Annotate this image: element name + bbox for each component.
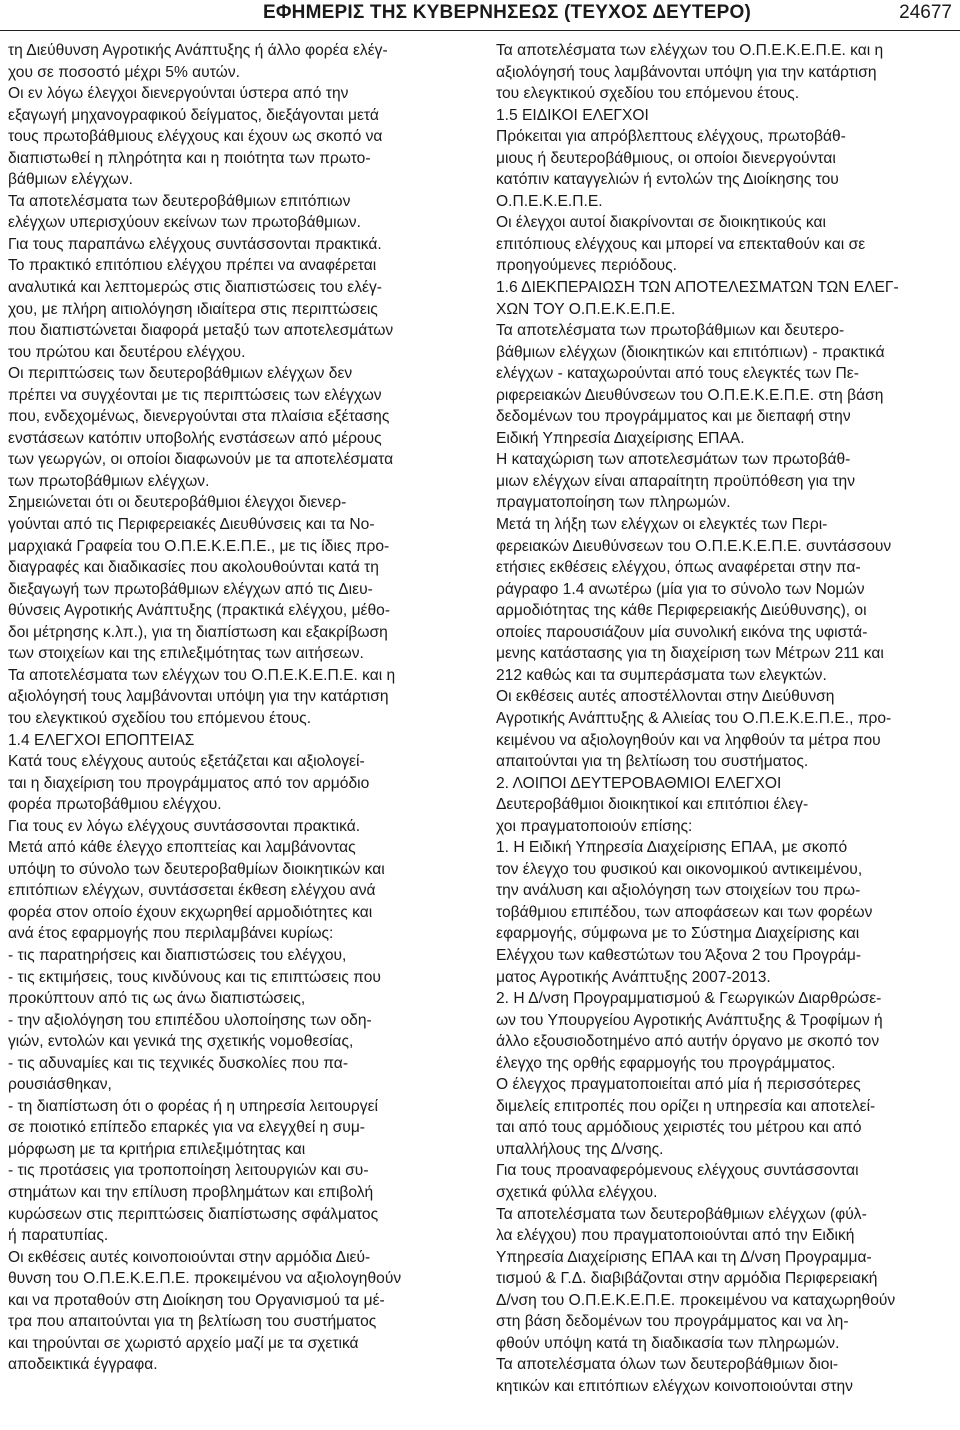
gazette-title: ΕΦΗΜΕΡΙΣ ΤΗΣ ΚΥΒΕΡΝΗΣΕΩΣ (ΤΕΥΧΟΣ ΔΕΥΤΕΡΟ) <box>263 2 751 23</box>
paragraph: Τα αποτελέσματα των πρωτοβάθμιων και δευτερο- βάθμιων ελέγχων (διοικητικών και επιτόπιων) - πρακτικά ελέγχων - καταχωρούνται από τους ελεγκτές των Πε- ριφερειακών Διευθύνσεων του Ο.Π.Ε.Κ.Ε.Π.Ε. στη βάση δεδομένων του προγράμματος και με διεπαφή στην Ειδική Υπηρεσία Διαχείρισης ΕΠΑΑ. <box>496 322 885 447</box>
paragraph: Οι εκθέσεις αυτές αποστέλλονται στην Διεύθυνση Αγροτικής Ανάπτυξης & Αλιείας του Ο.Π.Ε.Κ.Ε.Π.Ε., προ- κειμένου να αξιολογηθούν και να ληφθούν τα μέτρα που απαιτούνται για τη βελτίωση του συστήματος. <box>496 688 892 771</box>
paragraph: 1. Η Ειδική Υπηρεσία Διαχείρισης ΕΠΑΑ, με σκοπό τον έλεγχο του φυσικού και οικονομικού αντικειμένου, την ανάλυση και αξιολόγηση των στοιχείων του πρω- τοβάθμιου επιπέδου, των αποφάσεων και των φορέων εφαρμογής, σύμφωνα με το Σύστημα Διαχείρισης και Ελέγχου των καθεστώτων του Άξονα 2 του Προγράμ- ματος Αγροτικής Ανάπτυξης 2007-2013. <box>496 839 873 986</box>
paragraph: Τα αποτελέσματα των ελέγχων του Ο.Π.Ε.Κ.Ε.Π.Ε. και η αξιολόγησή τους λαμβάνονται υπόψη για την κατάρτιση του ελεγκτικού σχεδίου του επόμενου έτους. <box>8 666 396 727</box>
paragraph: Πρόκειται για απρόβλεπτους ελέγχους, πρωτοβάθ- μιους ή δευτεροβάθμιους, οι οποίοι διενεργούνται κατόπιν καταγγελιών ή εντολών της Διοίκησης του Ο.Π.Ε.Κ.Ε.Π.Ε. <box>496 128 846 210</box>
section-heading: 1.5 ΕΙΔΙΚΟΙ ΕΛΕΓΧΟΙ <box>496 106 649 124</box>
section-heading: 1.6 ΔΙΕΚΠΕΡΑΙΩΣΗ ΤΩΝ ΑΠΟΤΕΛΕΣΜΑΤΩΝ ΤΩΝ ΕΛΕΓ- ΧΩΝ ΤΟΥ Ο.Π.Ε.Κ.Ε.Π.Ε. <box>496 279 899 318</box>
list-item: - τις εκτιμήσεις, τους κινδύνους και τις επιπτώσεις που προκύπτουν από τις ως άνω διαπιστώσεις, <box>8 968 381 1008</box>
paragraph: Τα αποτελέσματα των ελέγχων του Ο.Π.Ε.Κ.Ε.Π.Ε. και η αξιολόγησή τους λαμβάνονται υπόψη για την κατάρτιση του ελεγκτικού σχεδίου του επόμενου έτους. <box>496 42 884 103</box>
paragraph: Τα αποτελέσματα όλων των δευτεροβάθμιων διοι- κητικών και επιτόπιων ελέγχων κοινοποιούνται στην <box>496 1356 853 1395</box>
list-item: - τις αδυναμίες και τις τεχνικές δυσκολίες που πα- ρουσιάσθηκαν, <box>8 1054 349 1094</box>
left-column <box>8 40 466 1376</box>
paragraph: Οι εκθέσεις αυτές κοινοποιούνται στην αρμόδια Διεύ- θυνση του Ο.Π.Ε.Κ.Ε.Π.Ε. προκειμένου να αξιολογηθούν και να προταθούν στη Διοίκηση του Οργανισμού τα μέ- τρα που απαιτούνται για τη βελτίωση του συστήματος και τηρούνται σε χωριστό αρχείο μαζί με τα σχετικά αποδεικτικά έγγραφα. <box>8 1248 402 1374</box>
paragraph: Η καταχώριση των αποτελεσμάτων των πρωτοβάθ- μιων ελέγχων είναι απαραίτητη προϋπόθεση για την πραγματοποίηση των πληρωμών. <box>496 451 856 512</box>
paragraph: Μετά τη λήξη των ελέγχων οι ελεγκτές των Περι- φερειακών Διευθύνσεων του Ο.Π.Ε.Κ.Ε.Π.Ε. συντάσσουν ετήσιες εκθέσεις ελέγχου, όπως αναφέρεται στην πα- ράγραφο 1.4 ανωτέρω (μία για το σύνολο των Νομών αρμοδιότητας της κάθε Περιφερειακής Διεύθυνσης), οι οποίες παρουσιάζουν μία συνολική εικόνα της υφιστά- μενης κατάστασης για τη διαχείριση των Μέτρων 211 και 212 καθώς και τα συμπεράσματα των ελεγκτών. <box>496 516 892 684</box>
paragraph: Σημειώνεται ότι οι δευτεροβάθμιοι έλεγχοι διενερ- γούνται από τις Περιφερειακές Διευθύνσεις και τα Νο- μαρχιακά Γραφεία του Ο.Π.Ε.Κ.Ε.Π.Ε., με τις ίδιες προ- διαγραφές και διαδικασίες που ακολουθούνται κατά τη διεξαγωγή των πρωτοβάθμιων ελέγχων από τις Διευ- θύνσεις Αγροτικής Ανάπτυξης (πρακτικά ελέγχου, μέθο- δοι μέτρησης κ.λπ.), για τη διαπίστωση και εξακρίβωση των στοιχείων και της επιλεξιμότητας των αιτήσεων. <box>8 494 391 663</box>
list-item: - την αξιολόγηση του επιπέδου υλοποίησης των οδη- γιών, εντολών και γενικά της σχετικής νομοθεσίας, <box>8 1011 372 1051</box>
header-divider <box>0 30 960 31</box>
list-item: - τις παρατηρήσεις και διαπιστώσεις του ελέγχου, <box>8 946 347 964</box>
list-item: - τις προτάσεις για τροποποίηση λειτουργιών και συ- στημάτων και την επίλυση προβλημάτων και επιβολή κυρώσεων στις περιπτώσεις διαπίστωσης σφάλματος ή παρατυπίας. <box>8 1162 379 1245</box>
page-header <box>0 0 960 36</box>
paragraph: Μετά από κάθε έλεγχο εποπτείας και λαμβάνοντας υπόψη το σύνολο των δευτεροβαθμίων διοικητικών και επιτόπιων ελέγχων, συντάσσεται έκθεση ελέγχου ανά φορέα στον οποίο έχουν εκχωρηθεί αρμοδιότητες και ανά έτος εφαρμογής που περιλαμβάνει κυρίως: <box>8 839 385 943</box>
paragraph: 2. Η Δ/νση Προγραμματισμού & Γεωργικών Διαρθρώσε- ων του Υπουργείου Αγροτικής Ανάπτυξης & Τροφίμων ή άλλο εξουσιοδοτημένο από αυτήν όργανο με σκοπό τον έλεγχο της ορθής εφαρμογής του προγράμματος. <box>496 990 883 1072</box>
paragraph: Τα αποτελέσματα των δευτεροβάθμιων ελέγχων (φύλ- λα ελέγχου) που πραγματοποιούνται από την Ειδική Υπηρεσία Διαχείρισης ΕΠΑΑ και τη Δ/νση Προγραμμα- τισμού & Γ.Δ. διαβιβάζονται στην αρμόδια Περιφερειακή Δ/νση του Ο.Π.Ε.Κ.Ε.Π.Ε. προκειμένου να καταχωρηθούν στη βάση δεδομένων του προγράμματος και να λη- φθούν υπόψη κατά τη διαδικασία των πληρωμών. <box>496 1205 896 1352</box>
paragraph: Για τους παραπάνω ελέγχους συντάσσονται πρακτικά. Το πρακτικό επιτόπιου ελέγχου πρέπει να αναφέρεται αναλυτικά και λεπτομερώς στις διαπιστώσεις του ελέγ- χου, με πλήρη αιτιολόγηση ιδιαίτερα στις περιπτώσεις που διαπιστώνεται διαφορά μεταξύ των αποτελεσμάτων του πρώτου και δευτέρου ελέγχου. <box>8 235 394 361</box>
paragraph: Δευτεροβάθμιοι διοικητικοί και επιτόπιοι έλεγ- χοι πραγματοποιούν επίσης: <box>496 796 809 835</box>
section-heading: 2. ΛΟΙΠΟΙ ΔΕΥΤΕΡΟΒΑΘΜΙΟΙ ΕΛΕΓΧΟΙ <box>496 774 782 792</box>
paragraph: τη Διεύθυνση Αγροτικής Ανάπτυξης ή άλλο φορέα ελέγ- χου σε ποσοστό μέχρι 5% αυτών. <box>8 42 388 81</box>
paragraph: Οι έλεγχοι αυτοί διακρίνονται σε διοικητικούς και επιτόπιους ελέγχους και μπορεί να επεκταθούν και σε προηγούμενες περιόδους. <box>496 214 866 275</box>
list-item: - τη διαπίστωση ότι ο φορέας ή η υπηρεσία λειτουργεί σε ποιοτικό επίπεδο επαρκές για να ελεγχθεί η συμ- μόρφωση με τα κριτήρια επιλεξιμότητας και <box>8 1097 378 1158</box>
paragraph: Τα αποτελέσματα των δευτεροβάθμιων επιτόπιων ελέγχων υπερισχύουν εκείνων των πρωτοβάθμιων. <box>8 192 361 232</box>
section-heading: 1.4 ΕΛΕΓΧΟΙ ΕΠΟΠΤΕΙΑΣ <box>8 731 195 749</box>
page-number: 24677 <box>899 2 952 23</box>
paragraph: Οι εν λόγω έλεγχοι διενεργούνται ύστερα από την εξαγωγή μηχανογραφικού δείγματος, διεξάγονται μετά τους πρωτοβάθμιους ελέγχους και έχουν ως σκοπό να διαπιστωθεί η πληρότητα και η ποιότητα των πρωτο- βάθμιων ελέγχων. <box>8 85 383 189</box>
right-column <box>496 40 955 1397</box>
paragraph: Για τους εν λόγω ελέγχους συντάσσονται πρακτικά. <box>8 817 361 835</box>
paragraph: Για τους προαναφερόμενους ελέγχους συντάσσονται σχετικά φύλλα ελέγχου. <box>496 1162 859 1201</box>
paragraph: Κατά τους ελέγχους αυτούς εξετάζεται και αξιολογεί- ται η διαχείριση του προγράμματος από τον αρμόδιο φορέα πρωτοβάθμιου ελέγχου. <box>8 753 370 814</box>
paragraph: Οι περιπτώσεις των δευτεροβάθμιων ελέγχων δεν πρέπει να συγχέονται με τις περιπτώσεις των ελέγχων που, ενδεχομένως, διενεργούνται στα πλαίσια εξέτασης ενστάσεων κατόπιν υποβολής ενστάσεων από μέρους των γεωργών, οι οποίοι διαφωνούν με τα αποτελέσματα των πρωτοβάθμιων ελέγχων. <box>8 365 394 490</box>
paragraph: Ο έλεγχος πραγματοποιείται από μία ή περισσότερες διμελείς επιτροπές που ορίζει η υπηρεσία και αποτελεί- ται από τους αρμόδιους χειριστές του μέτρου και από υπαλλήλους της Δ/νσης. <box>496 1076 876 1158</box>
